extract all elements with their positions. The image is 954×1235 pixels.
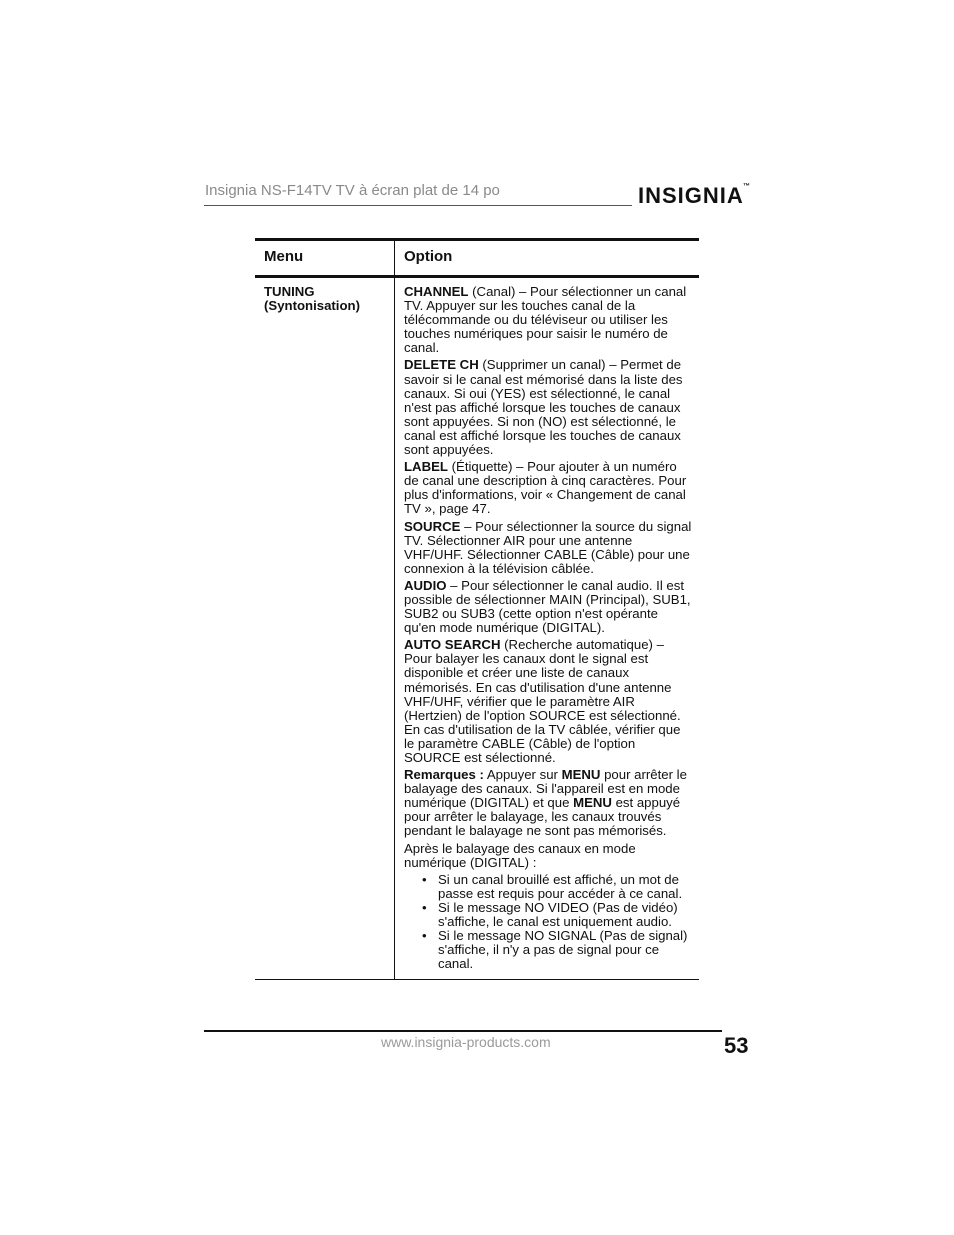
menu-option-table bbox=[255, 238, 699, 980]
option-description: (Recherche automatique) – Pour balayer les canaux dont le signal est disponible et créer une liste de canaux mémorisés. En cas d'utilisation d'une antenne VHF/UHF, vérifier que le paramètre AIR (Hertzien) de l'option SOURCE est sélectionné. En cas d'utilisation de la TV câblée, vérifier que le paramètre CABLE (Câble) de l'option SOURCE est sélectionné. bbox=[404, 637, 681, 765]
after-scan-bullets bbox=[404, 873, 693, 972]
table-row bbox=[255, 278, 699, 980]
menu-name-translation: (Syntonisation) bbox=[264, 298, 360, 314]
option-description: (Supprimer un canal) – Permet de savoir si le canal est mémorisé dans la liste des canaux. Si oui (YES) est sélectionné, le canal n'est pas affiché lorsque les touches de canaux sont appuyées. Si non (NO) est sélectionné, le canal est affiché lorsque les touches de canaux sont appuyées. bbox=[404, 357, 683, 458]
option-term: DELETE CH bbox=[404, 357, 479, 373]
logo-trademark: ™ bbox=[743, 183, 750, 190]
option-description: (Étiquette) – Pour ajouter à un numéro de canal une description à cinq caractères. Pour plus d'informations, voir « Changement de canal TV », page 47. bbox=[404, 459, 687, 517]
option-channel bbox=[404, 285, 693, 355]
remarks-menu-2: MENU bbox=[573, 795, 612, 811]
menu-name: TUNING bbox=[264, 284, 315, 299]
option-label bbox=[404, 460, 693, 516]
option-term: AUDIO bbox=[404, 577, 447, 593]
remarks-text-2: pour arrêter le balayage des canaux. Si l'appareil est en mode numérique (DIGITAL) et que bbox=[404, 767, 687, 811]
list-item bbox=[404, 901, 693, 929]
after-scan-intro: Après le balayage des canaux en mode numérique (DIGITAL) : bbox=[404, 840, 636, 870]
menu-cell bbox=[255, 278, 395, 979]
bullet-icon: • bbox=[422, 899, 427, 915]
page-number: 53 bbox=[724, 1033, 749, 1058]
bullet-icon: • bbox=[422, 928, 427, 944]
footer-url: www.insignia-products.com bbox=[381, 1034, 551, 1050]
list-item bbox=[404, 929, 693, 971]
remarks-note bbox=[404, 768, 693, 838]
list-item-text: Si le message NO VIDEO (Pas de vidéo) s'affiche, le canal est uniquement audio. bbox=[438, 899, 678, 930]
list-item-text: Si le message NO SIGNAL (Pas de signal) s'affiche, il n'y a pas de signal pour ce canal. bbox=[438, 928, 688, 972]
table-header-row bbox=[255, 241, 699, 278]
option-description: (Canal) – Pour sélectionner un canal TV. Appuyer sur les touches canal de la télécommande ou du téléviseur ou utiliser les touches numériques pour saisir le numéro de canal. bbox=[404, 284, 687, 356]
footer-rule bbox=[204, 1030, 722, 1032]
remarks-text-1: Appuyer sur bbox=[483, 767, 562, 783]
insignia-logo bbox=[638, 183, 752, 211]
option-term: CHANNEL bbox=[404, 284, 469, 299]
header-option: Option bbox=[404, 248, 453, 265]
option-term: SOURCE bbox=[404, 518, 461, 534]
option-description: – Pour sélectionner la source du signal TV. Sélectionner AIR pour une antenne VHF/UHF. Sélectionner CABLE (Câble) pour une connexion à la télévision câblée. bbox=[404, 518, 692, 576]
remarks-menu-1: MENU bbox=[561, 767, 601, 783]
list-item-text: Si un canal brouillé est affiché, un mot de passe est requis pour accéder à ce canal. bbox=[438, 871, 683, 901]
option-audio bbox=[404, 579, 693, 635]
header-menu: Menu bbox=[255, 241, 395, 275]
remarks-text-3: est appuyé pour arrêter le balayage, les canaux trouvés pendant le balayage ne sont pas mémorisés. bbox=[404, 795, 681, 839]
bullet-icon: • bbox=[422, 871, 427, 887]
option-auto-search bbox=[404, 638, 693, 765]
logo-text: INSIGNIA bbox=[638, 183, 744, 208]
option-source bbox=[404, 520, 693, 576]
option-description: – Pour sélectionner le canal audio. Il est possible de sélectionner MAIN (Principal), SUB1, SUB2 ou SUB3 (cette option n'est opérante qu'en mode numérique (DIGITAL). bbox=[404, 577, 691, 636]
option-cell bbox=[395, 278, 699, 979]
header-rule bbox=[204, 205, 632, 206]
option-delete-ch bbox=[404, 358, 693, 457]
remarks-label: Remarques : bbox=[404, 767, 484, 783]
option-term: AUTO SEARCH bbox=[404, 637, 501, 653]
option-term: LABEL bbox=[404, 459, 448, 475]
list-item bbox=[404, 873, 693, 901]
header-title: Insignia NS-F14TV TV à écran plat de 14 po bbox=[205, 182, 500, 199]
